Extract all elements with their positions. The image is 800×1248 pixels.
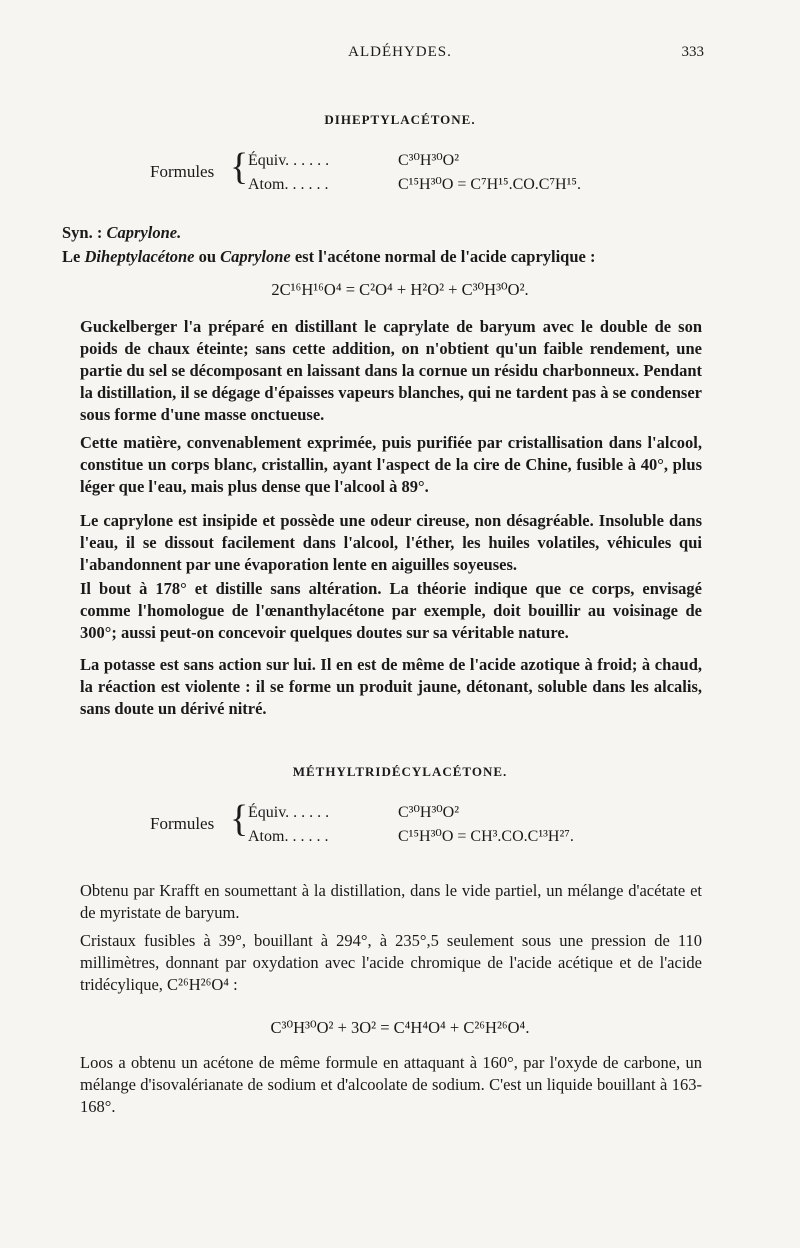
syn-name: Caprylone. bbox=[106, 223, 182, 242]
formula-label: Formules bbox=[150, 814, 215, 833]
synonym-line bbox=[62, 222, 702, 244]
paragraph-text: Le caprylone est insipide et possède une odeur cireuse, non désagréable. Insoluble dans l'eau, il se dissout facilement dans l'alcool, l'éther, les huiles volatiles, véhicules qui l'abandonnent par une évaporation lente en aiguilles soyeuses. bbox=[80, 511, 702, 574]
paragraph-text: Cristaux fusibles à 39°, bouillant à 294°, à 235°,5 seulement sous une pression de 110 millimètres, donnant par oxydation avec l'acide chromique de l'acide acétique et de l'acide tridécylique, C²⁶H²⁶O⁴ : bbox=[80, 931, 702, 994]
paragraph bbox=[62, 1052, 702, 1118]
paragraph bbox=[62, 432, 702, 498]
formula-atom-label: Atom. . . . . . bbox=[248, 828, 329, 845]
paragraph bbox=[62, 930, 702, 996]
brace-icon: { bbox=[230, 798, 249, 840]
formula-atom-row bbox=[248, 826, 574, 846]
paragraph bbox=[62, 510, 702, 576]
paragraph bbox=[62, 578, 702, 644]
intro-line bbox=[62, 246, 702, 268]
intro-name-1: Diheptylacétone bbox=[84, 247, 195, 266]
formula-atom-value: C¹⁵H³⁰O = CH³.CO.C¹³H²⁷. bbox=[398, 828, 574, 845]
paragraph-text: Obtenu par Krafft en soumettant à la distillation, dans le vide partiel, un mélange d'acétate et de myristate de baryum. bbox=[80, 881, 702, 922]
equation-2: C³⁰H³⁰O² + 3O² = C⁴H⁴O⁴ + C²⁶H²⁶O⁴. bbox=[270, 1018, 530, 1037]
page-number: 333 bbox=[681, 44, 704, 60]
brace-icon: { bbox=[230, 146, 249, 188]
paragraph-text: Guckelberger l'a préparé en distillant le caprylate de baryum avec le double de son poids de chaux éteinte; sans cette addition, on n'obtient qu'un faible rendement, une partie du sel se décomposant en laissant dans la cornue un résidu charbonneux. Pendant la distillation, il se dégage d'épaisses vapeurs blanches, qui ne tardent pas à se condenser sous forme d'une masse onctueuse. bbox=[80, 317, 702, 424]
paragraph-text: Loos a obtenu un acétone de même formule en attaquant à 160°, par l'oxyde de carbone, un mélange d'isovalérianate de sodium et d'alcoolate de sodium. C'est un liquide bouillant à 163-168°. bbox=[80, 1053, 702, 1116]
paragraph-text: Cette matière, convenablement exprimée, puis purifiée par cristallisation dans l'alcool, constitue un corps blanc, cristallin, ayant l'aspect de la cire de Chine, fusible à 40°, plus léger que l'eau, mais plus dense que l'alcool à 89°. bbox=[80, 433, 702, 496]
paragraph-text: La potasse est sans action sur lui. Il en est de même de l'acide azotique à froid; à chaud, la réaction est violente : il se forme un produit jaune, détonant, soluble dans les alcalis, sans doute un dérivé nitré. bbox=[80, 655, 702, 718]
intro-text-2: ou bbox=[194, 247, 221, 266]
formula-atom-row bbox=[248, 174, 581, 194]
formula-equiv-label: Équiv. . . . . . bbox=[248, 152, 330, 169]
equation-1: 2C¹⁶H¹⁶O⁴ = C²O⁴ + H²O² + C³⁰H³⁰O². bbox=[271, 280, 529, 299]
paragraph bbox=[62, 880, 702, 924]
paragraph-text: Il bout à 178° et distille sans altération. La théorie indique que ce corps, envisagé comme l'homologue de l'œnanthylacétone par exemple, doit bouillir au voisinage de 300°; aussi peut-on concevoir quelques doutes sur sa véritable nature. bbox=[80, 579, 702, 642]
syn-prefix: Syn. : bbox=[62, 223, 107, 242]
formula-equiv-row bbox=[248, 150, 459, 170]
intro-text-1: Le bbox=[62, 247, 85, 266]
section-title-diheptylacetone: DIHEPTYLACÉTONE. bbox=[324, 112, 476, 127]
paragraph bbox=[62, 316, 702, 426]
intro-name-2: Caprylone bbox=[220, 247, 291, 266]
formula-label: Formules bbox=[150, 162, 215, 181]
formula-equiv-value: C³⁰H³⁰O² bbox=[398, 152, 459, 169]
intro-text-3: est l'acétone normal de l'acide caprylique : bbox=[290, 247, 596, 266]
running-head: ALDÉHYDES. bbox=[348, 44, 452, 60]
formula-equiv-label: Équiv. . . . . . bbox=[248, 804, 330, 821]
section-title-methyltridecylacetone: MÉTHYLTRIDÉCYLACÉTONE. bbox=[292, 764, 508, 779]
formula-atom-label: Atom. . . . . . bbox=[248, 176, 329, 193]
formula-equiv-value: C³⁰H³⁰O² bbox=[398, 804, 459, 821]
paragraph bbox=[62, 654, 702, 720]
formula-equiv-row bbox=[248, 802, 459, 822]
formula-atom-value: C¹⁵H³⁰O = C⁷H¹⁵.CO.C⁷H¹⁵. bbox=[398, 176, 581, 193]
